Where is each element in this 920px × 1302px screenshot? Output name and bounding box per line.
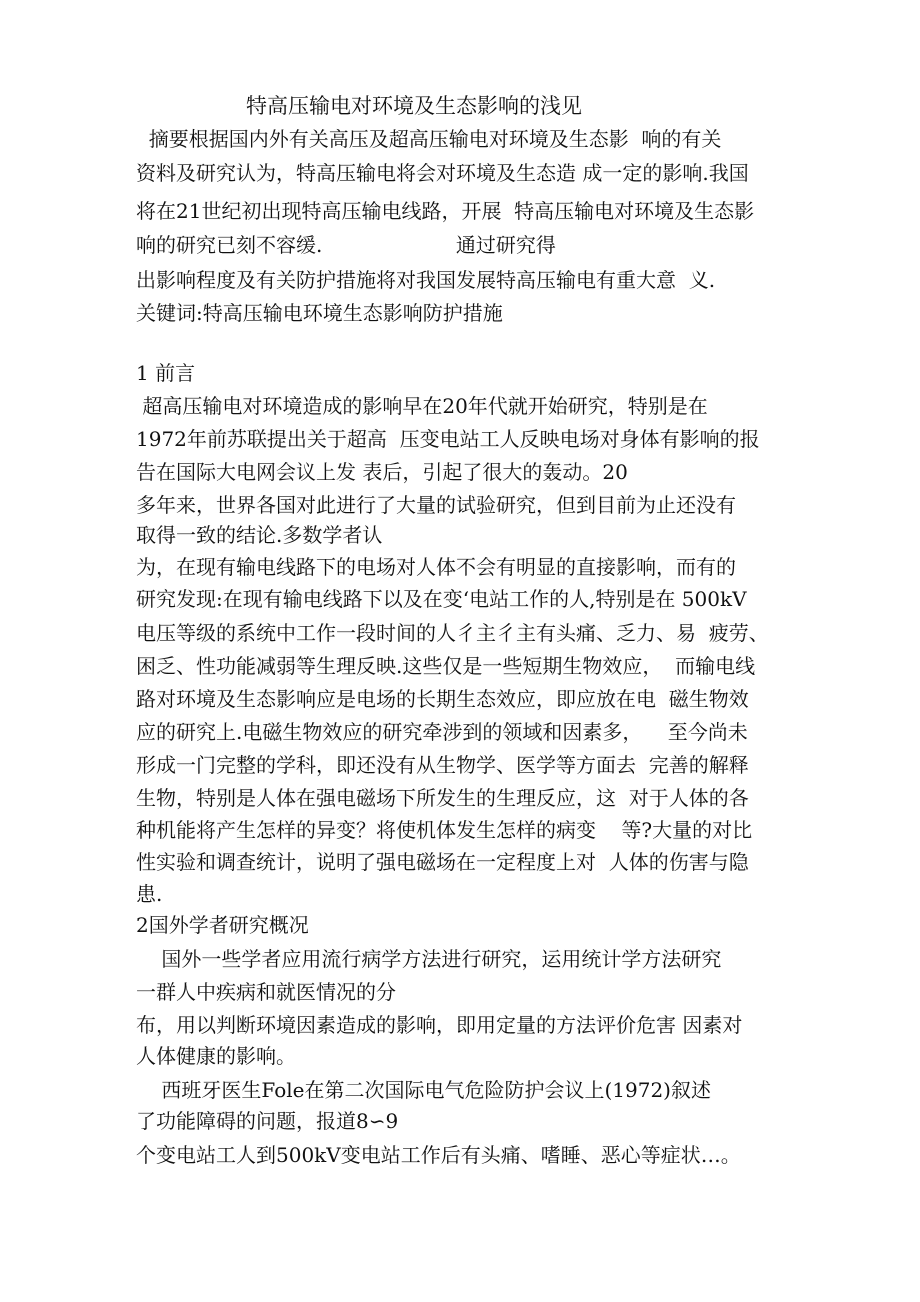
section-1-line: 应的研究上.电磁生物效应的研究牵涉到的领域和因素多， 至今尚未 bbox=[136, 720, 748, 744]
abstract-line: 资料及研究认为，特高压输电将会对环境及生态造 成一定的影响.我国 bbox=[136, 161, 749, 185]
abstract-line: 将在21世纪初出现特高压输电线路，开展 特高压输电对环境及生态影 bbox=[136, 199, 755, 223]
section-1-line: 患. bbox=[136, 882, 163, 906]
section-2-line: 了功能障碍的问题，报道8∽9 bbox=[136, 1109, 399, 1133]
abstract-line: 摘要根据国内外有关高压及超高压输电对环境及生态影 响的有关 bbox=[136, 127, 722, 151]
section-2-line: 一群人中疾病和就医情况的分 bbox=[136, 980, 396, 1004]
abstract-line: 响的研究已刻不容缓. 通过研究得 bbox=[136, 233, 556, 257]
section-1-line: 电压等级的系统中工作一段时间的人彳主彳主有头痛、乏力、易 疲劳、 bbox=[136, 621, 769, 645]
section-1-line: 多年来，世界各国对此进行了大量的试验研究，但到目前为止还没有 bbox=[136, 493, 736, 517]
section-2-line: 人体健康的影响。 bbox=[136, 1044, 296, 1068]
section-1-line: 生物，特别是人体在强电磁场下所发生的生理反应，这 对于人体的各 bbox=[136, 786, 749, 810]
section-1-line: 形成一门完整的学科，即还没有从生物学、医学等方面去 完善的解释 bbox=[136, 753, 749, 777]
section-2-line: 西班牙医生Fole在第二次国际电气危险防护会议上(1972)叙述 bbox=[136, 1078, 711, 1102]
section-1-line: 路对环境及生态影响应是电场的长期生态效应，即应放在电 磁生物效 bbox=[136, 687, 749, 711]
section-2-heading: 2国外学者研究概况 bbox=[136, 913, 309, 937]
section-1-line: 性实验和调查统计，说明了强电磁场在一定程度上对 人体的伤害与隐 bbox=[136, 850, 749, 874]
section-1-line: 种机能将产生怎样的异变？将使机体发生怎样的病变 等?大量的对比 bbox=[136, 818, 753, 842]
section-1-line: 告在国际大电网会议上发 表后，引起了很大的轰动。20 bbox=[136, 460, 628, 484]
document-title: 特高压输电对环境及生态影响的浅见 bbox=[246, 94, 582, 118]
section-1-line: 1972年前苏联提出关于超高 压变电站工人反映电场对身体有影响的报 bbox=[136, 427, 760, 451]
section-1-line: 为，在现有输电线路下的电场对人体不会有明显的直接影响，而有的 bbox=[136, 555, 736, 579]
abstract-line: 出影响程度及有关防护措施将对我国发展特高压输电有重大意 义. bbox=[136, 268, 716, 292]
section-1-line: 困乏、性功能减弱等生理反映.这些仅是一些短期生物效应， 而输电线 bbox=[136, 654, 756, 678]
section-2-line: 布，用以判断环境因素造成的影响，即用定量的方法评价危害 因素对 bbox=[136, 1013, 743, 1037]
section-2-line: 个变电站工人到500kV变电站工作后有头痛、嗜睡、恶心等症状…。 bbox=[136, 1143, 741, 1167]
section-1-line: 研究发现:在现有输电线路下以及在变‘电站工作的人,特别是在 500kV bbox=[136, 587, 747, 611]
section-1-line: 取得一致的结论.多数学者认 bbox=[136, 523, 383, 547]
keywords-line: 关键词:特高压输电环境生态影响防护措施 bbox=[136, 301, 503, 325]
section-2-line: 国外一些学者应用流行病学方法进行研究，运用统计学方法研究 bbox=[136, 947, 722, 971]
section-1-heading: 1 前言 bbox=[136, 361, 196, 385]
section-1-line: 超高压输电对环境造成的影响早在20年代就开始研究，特别是在 bbox=[136, 394, 708, 418]
